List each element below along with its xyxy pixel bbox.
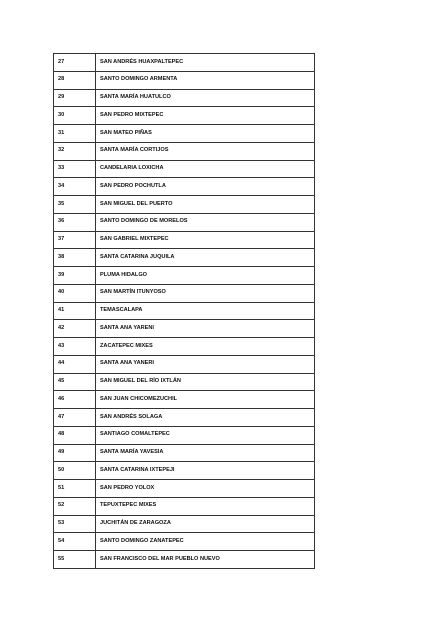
row-number: 54 [54, 533, 96, 551]
row-number: 41 [54, 302, 96, 320]
row-number: 30 [54, 107, 96, 125]
table-row [54, 320, 315, 338]
table-row [54, 409, 315, 427]
row-number: 47 [54, 409, 96, 427]
municipality-name: SANTA MARÍA CORTIJOS [96, 142, 315, 160]
municipality-table-body [54, 54, 315, 569]
municipality-name: SAN ANDRÉS HUAXPALTEPEC [96, 54, 315, 72]
municipality-name: SANTA CATARINA IXTEPEJI [96, 462, 315, 480]
table-row [54, 107, 315, 125]
municipality-name: SAN MATEO PIÑAS [96, 125, 315, 143]
municipality-name: SANTA MARÍA YAVESIA [96, 444, 315, 462]
table-row [54, 54, 315, 72]
municipality-name: SAN GABRIEL MIXTEPEC [96, 231, 315, 249]
row-number: 45 [54, 373, 96, 391]
table-row [54, 338, 315, 356]
municipality-name: SANTA MARÍA HUATULCO [96, 89, 315, 107]
row-number: 43 [54, 338, 96, 356]
table-row [54, 160, 315, 178]
table-row [54, 125, 315, 143]
municipality-name: SAN MIGUEL DEL RÍO IXTLÁN [96, 373, 315, 391]
municipality-name: SAN MIGUEL DEL PUERTO [96, 196, 315, 214]
municipality-name: SANTIAGO COMALTEPEC [96, 426, 315, 444]
table-row [54, 497, 315, 515]
municipality-name: SANTO DOMINGO ZANATEPEC [96, 533, 315, 551]
municipality-name: JUCHITÁN DE ZARAGOZA [96, 515, 315, 533]
row-number: 51 [54, 480, 96, 498]
table-row [54, 391, 315, 409]
municipality-name: SAN PEDRO MIXTEPEC [96, 107, 315, 125]
municipality-name: SANTO DOMINGO ARMENTA [96, 71, 315, 89]
table-row [54, 71, 315, 89]
table-row [54, 551, 315, 569]
table-row [54, 213, 315, 231]
table-row [54, 249, 315, 267]
table-row [54, 355, 315, 373]
row-number: 52 [54, 497, 96, 515]
table-row [54, 462, 315, 480]
table-row [54, 373, 315, 391]
row-number: 50 [54, 462, 96, 480]
municipality-name: SAN JUAN CHICOMEZUCHIL [96, 391, 315, 409]
municipality-name: SANTA ANA YANERI [96, 355, 315, 373]
municipality-name: SAN FRANCISCO DEL MAR PUEBLO NUEVO [96, 551, 315, 569]
row-number: 32 [54, 142, 96, 160]
row-number: 39 [54, 267, 96, 285]
municipality-name: ZACATEPEC MIXES [96, 338, 315, 356]
municipality-name: SAN PEDRO POCHUTLA [96, 178, 315, 196]
table-row [54, 267, 315, 285]
row-number: 37 [54, 231, 96, 249]
row-number: 28 [54, 71, 96, 89]
table-row [54, 302, 315, 320]
row-number: 27 [54, 54, 96, 72]
row-number: 36 [54, 213, 96, 231]
table-row [54, 444, 315, 462]
municipality-name: SAN MARTÍN ITUNYOSO [96, 284, 315, 302]
municipality-name: PLUMA HIDALGO [96, 267, 315, 285]
municipality-table [53, 53, 315, 569]
table-row [54, 142, 315, 160]
municipality-name: SANTA ANA YARENI [96, 320, 315, 338]
municipality-name: SANTO DOMINGO DE MORELOS [96, 213, 315, 231]
row-number: 42 [54, 320, 96, 338]
row-number: 48 [54, 426, 96, 444]
row-number: 44 [54, 355, 96, 373]
row-number: 34 [54, 178, 96, 196]
row-number: 29 [54, 89, 96, 107]
table-row [54, 231, 315, 249]
row-number: 38 [54, 249, 96, 267]
table-row [54, 480, 315, 498]
municipality-name: SANTA CATARINA JUQUILA [96, 249, 315, 267]
row-number: 55 [54, 551, 96, 569]
municipality-name: TEMASCALAPA [96, 302, 315, 320]
table-row [54, 89, 315, 107]
table-row [54, 196, 315, 214]
row-number: 35 [54, 196, 96, 214]
table-row [54, 533, 315, 551]
row-number: 49 [54, 444, 96, 462]
municipality-name: CANDELARIA LOXICHA [96, 160, 315, 178]
municipality-name: SAN PEDRO YOLOX [96, 480, 315, 498]
municipality-name: SAN ANDRÉS SOLAGA [96, 409, 315, 427]
table-row [54, 178, 315, 196]
table-row [54, 515, 315, 533]
row-number: 40 [54, 284, 96, 302]
table-row [54, 426, 315, 444]
row-number: 46 [54, 391, 96, 409]
table-row [54, 284, 315, 302]
row-number: 53 [54, 515, 96, 533]
row-number: 33 [54, 160, 96, 178]
row-number: 31 [54, 125, 96, 143]
municipality-name: TEPUXTEPEC MIXES [96, 497, 315, 515]
